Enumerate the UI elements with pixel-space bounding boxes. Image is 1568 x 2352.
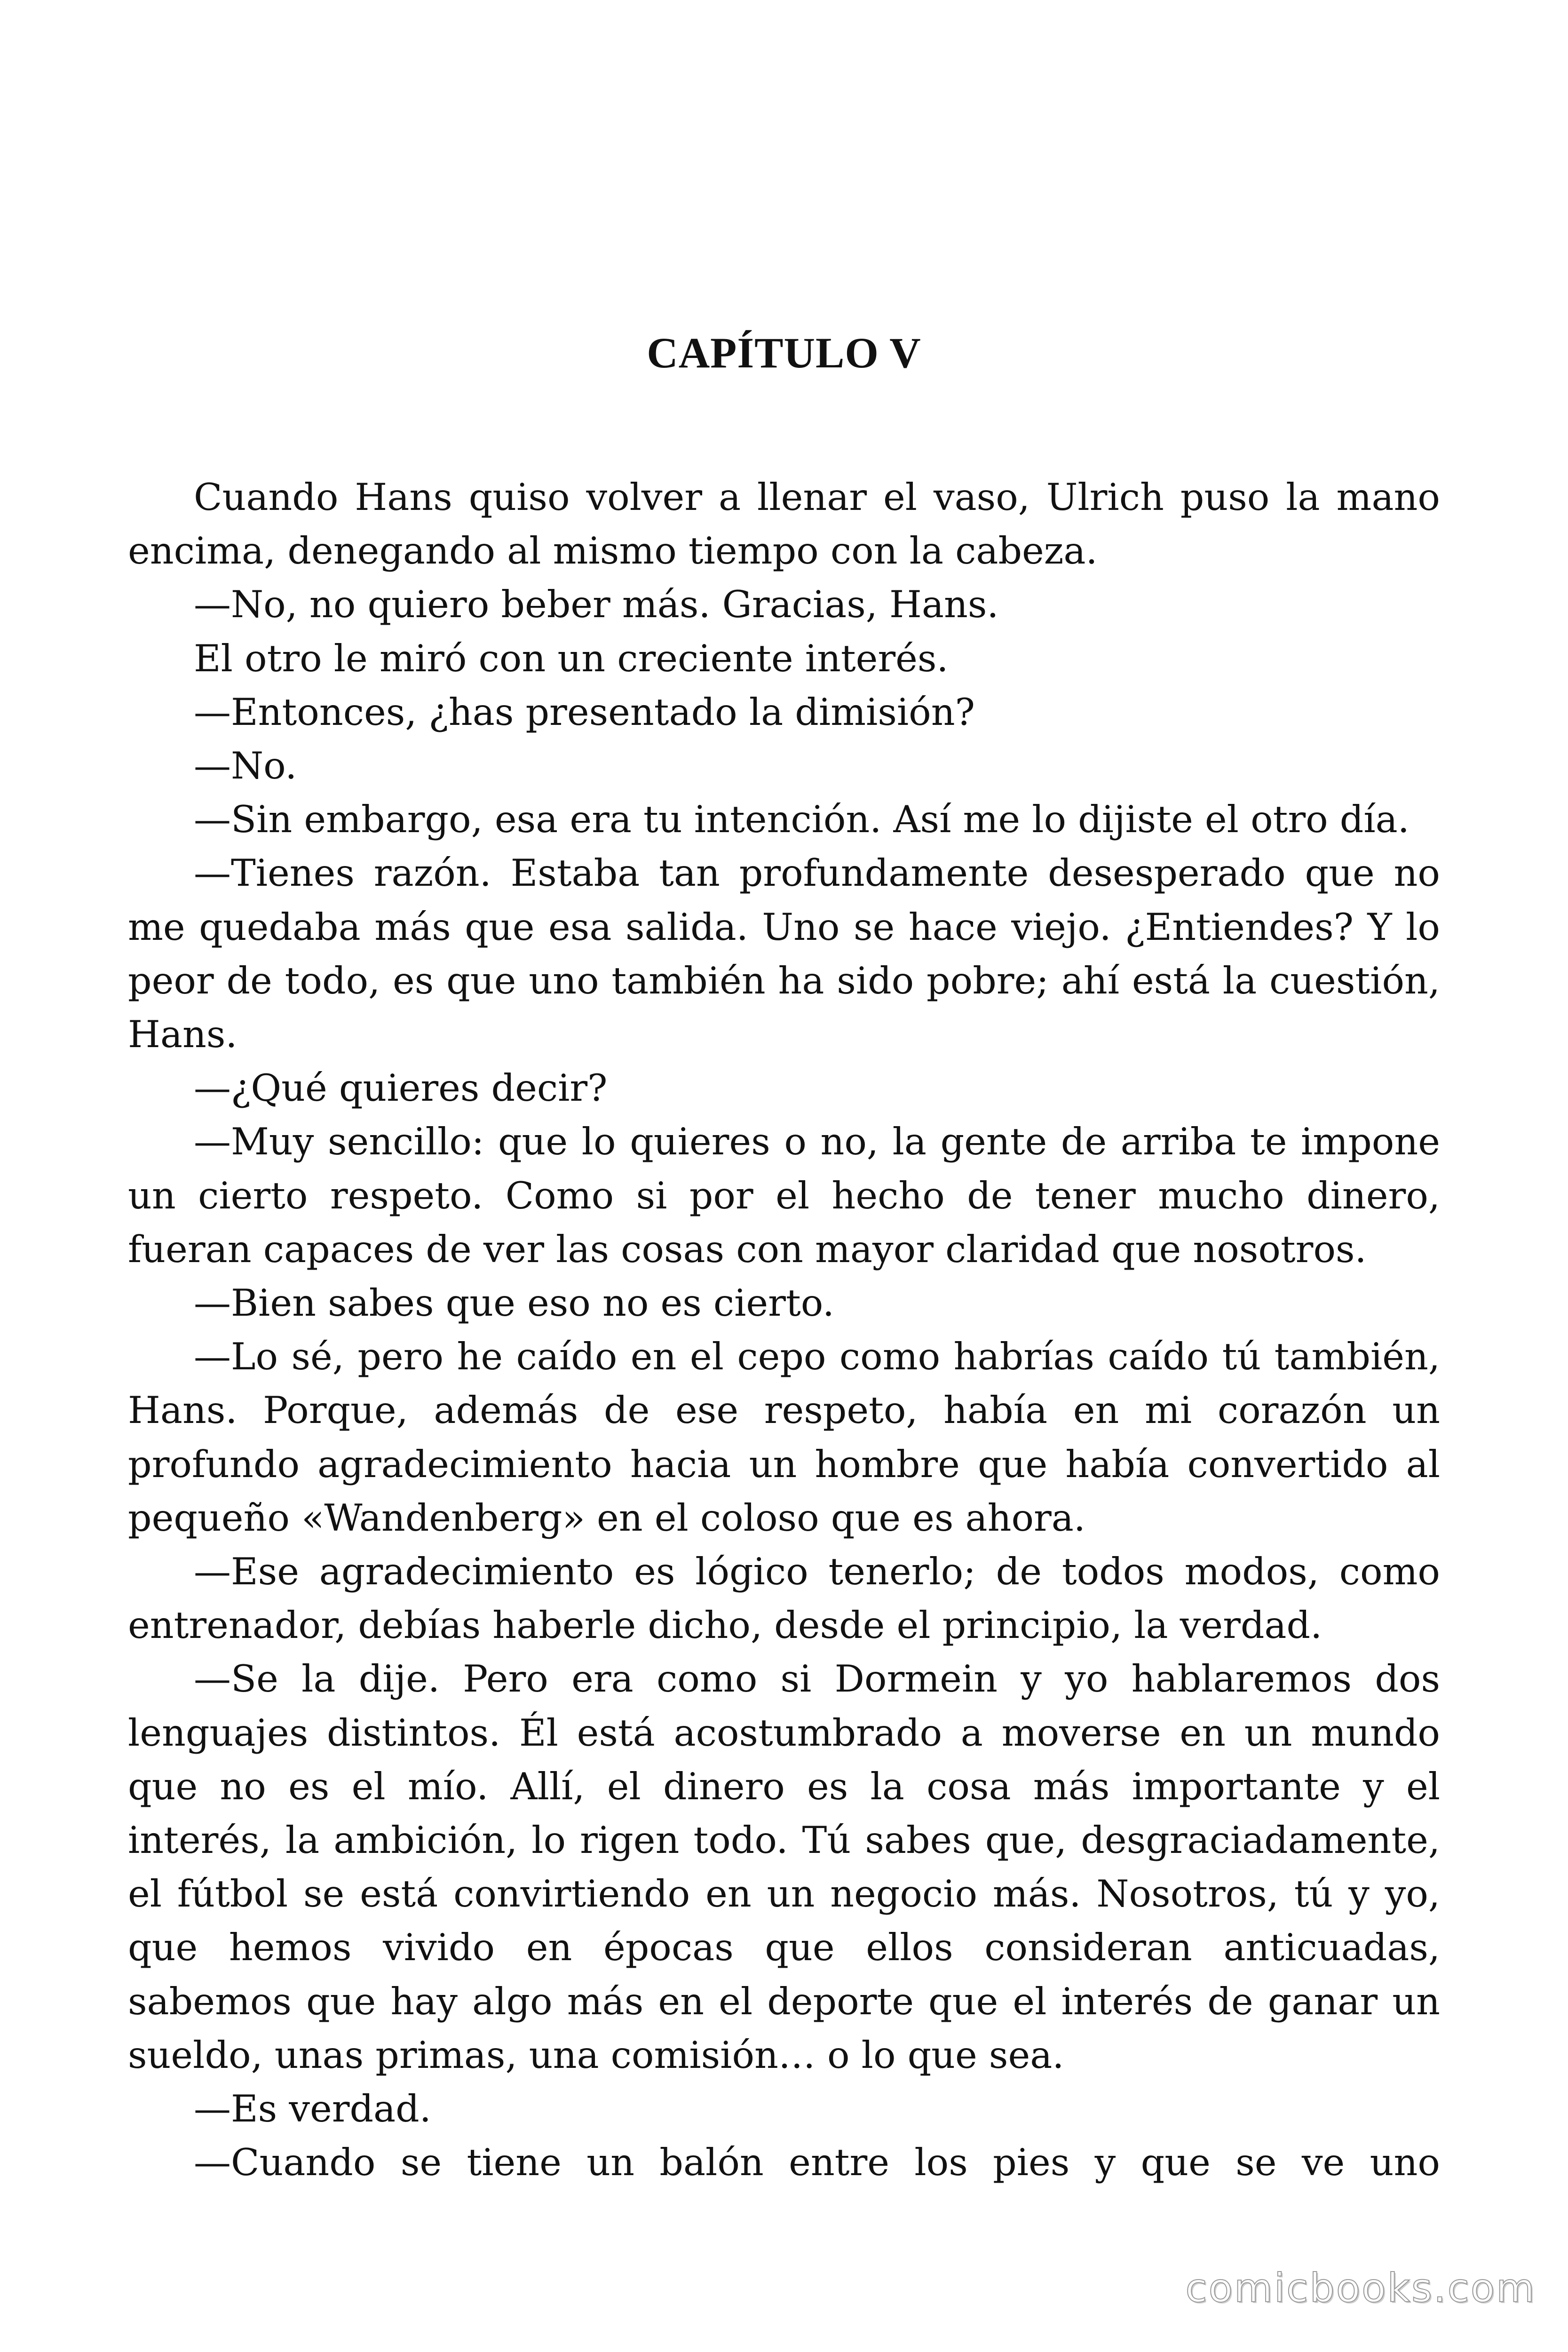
paragraph: El otro le miró con un creciente interés.: [194, 636, 949, 680]
paragraph: Cuando Hans quiso volver a llenar el vaso, Ulrich puso la mano encima, denegando al mismo tiempo con la cabeza.: [128, 476, 1440, 573]
paragraph: —Cuando se tiene un balón entre los pies y que se ve uno: [194, 2141, 1440, 2185]
paragraph: —Tienes razón. Estaba tan profundamente desesperado que no me quedaba más que esa salida. Uno se hace viejo. ¿Entiendes? Y lo peor de todo, es que uno también ha sido pobre; ahí está la cuestión, Hans.: [128, 851, 1440, 1057]
paragraph: —No, no quiero beber más. Gracias, Hans.: [194, 583, 999, 627]
paragraph: —Bien sabes que eso no es cierto.: [194, 1281, 834, 1325]
paragraph: —Es verdad.: [194, 2087, 431, 2131]
paragraph: —Muy sencillo: que lo quieres o no, la gente de arriba te impone un cierto respeto. Como si por el hecho de tener mucho dinero, fueran capaces de ver las cosas con mayor claridad que nosotros.: [128, 1120, 1440, 1271]
watermark: comicbooks.com: [1185, 2265, 1536, 2311]
paragraph: —Entonces, ¿has presentado la dimisión?: [194, 690, 975, 734]
chapter-title: CAPÍTULO V: [647, 329, 921, 377]
paragraph: —No.: [194, 744, 297, 788]
paragraph: —Lo sé, pero he caído en el cepo como habrías caído tú también, Hans. Porque, además de ese respeto, había en mi corazón un profundo agradecimiento hacia un hombre que había convertido al pequeño «Wandenberg» en el coloso que es ahora.: [128, 1335, 1440, 1540]
paragraph: —Ese agradecimiento es lógico tenerlo; de todos modos, como entrenador, debías haberle dicho, desde el principio, la verdad.: [128, 1550, 1440, 1647]
paragraph: —¿Qué quieres decir?: [194, 1066, 608, 1110]
paragraph: —Se la dije. Pero era como si Dormein y yo hablaremos dos lenguajes distintos. Él está acostumbrado a moverse en un mundo que no es el mío. Allí, el dinero es la cosa más importante y el interés, la ambición, lo rigen todo. Tú sabes que, desgraciadamente, el fútbol se está convirtiendo en un negocio más. Nosotros, tú y yo, que hemos vivido en épocas que ellos consideran anticuadas, sabemos que hay algo más en el deporte que el interés de ganar un sueldo, unas primas, una comisión… o lo que sea.: [128, 1657, 1440, 2077]
chapter-body: [128, 470, 1440, 2190]
paragraph: —Sin embargo, esa era tu intención. Así me lo dijiste el otro día.: [194, 798, 1410, 842]
